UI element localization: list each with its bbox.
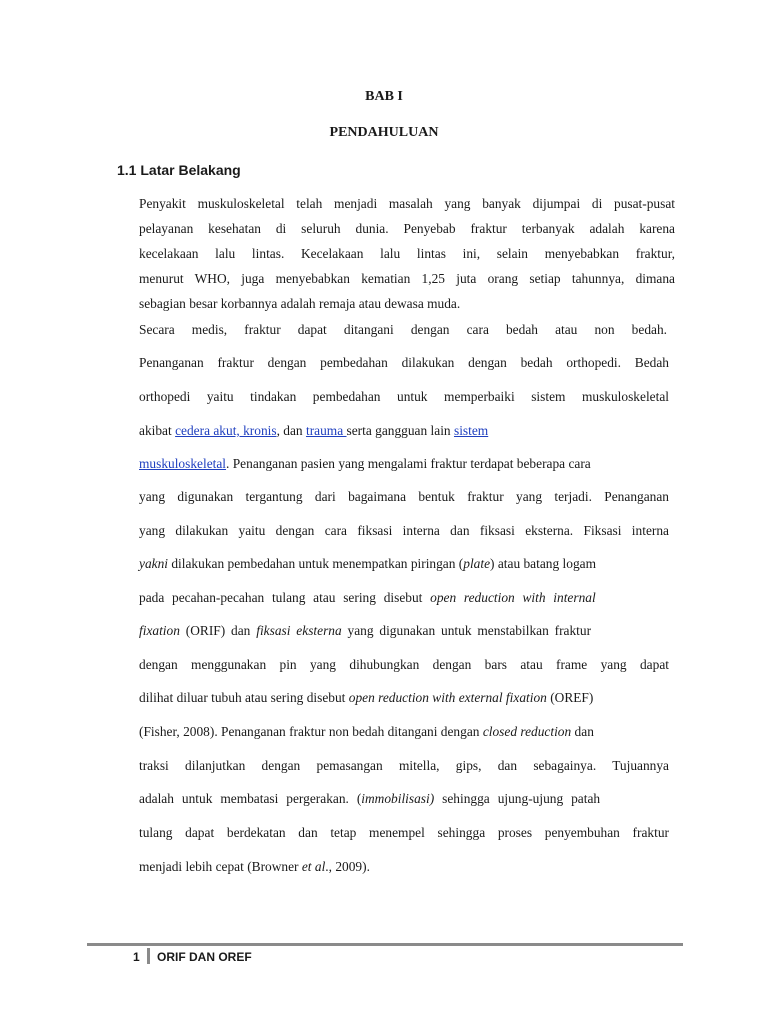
text-line: orthopedi yaitu tindakan pembedahan untuk memperbaiki sistem muskuloskeletal xyxy=(139,389,669,404)
text-run: (OREF) xyxy=(546,690,594,705)
text-line xyxy=(139,456,591,472)
text-line xyxy=(139,724,594,740)
section-heading: 1.1 Latar Belakang xyxy=(117,162,241,178)
text-line: tulang dapat berdekatan dan tetap menempel sehingga proses penyembuhan fraktur xyxy=(139,825,669,840)
text-line: Penanganan fraktur dengan pembedahan dilakukan dengan bedah orthopedi. Bedah xyxy=(139,355,669,370)
text-run: sehingga ujung-ujung patah xyxy=(434,791,601,806)
text-line xyxy=(139,859,370,875)
text-run: adalah untuk membatasi pergerakan. ( xyxy=(139,791,362,806)
italic-run: open reduction with external fixation xyxy=(348,690,547,705)
italic-run: yakni xyxy=(139,556,168,571)
text-run: (Fisher, 2008). Penanganan fraktur non bedah ditangani dengan xyxy=(139,724,483,739)
text-line xyxy=(139,556,596,572)
text-run: pada pecahan-pecahan tulang atau sering disebut xyxy=(139,590,431,605)
text-run: dilihat diluar tubuh atau sering disebut xyxy=(139,690,349,705)
text-line: sebagian besar korbannya adalah remaja atau dewasa muda. xyxy=(139,296,461,311)
chapter-number: BAB I xyxy=(365,89,403,104)
link-sistem[interactable]: sistem xyxy=(453,423,489,438)
text-run: ) atau batang logam xyxy=(490,556,596,571)
text-line: yang dilakukan yaitu dengan cara fiksasi interna dan fiksasi eksterna. Fiksasi interna xyxy=(139,523,669,538)
text-line: Secara medis, fraktur dapat ditangani dengan cara bedah atau non bedah. xyxy=(139,322,667,337)
text-line: yang digunakan tergantung dari bagaimana bentuk fraktur yang terjadi. Penanganan xyxy=(139,489,669,504)
italic-run: et al xyxy=(301,859,326,874)
italic-run: fiksasi eksterna xyxy=(256,623,342,638)
text-run: dan xyxy=(571,724,594,739)
italic-run: immobilisasi) xyxy=(361,791,435,806)
text-run: dilakukan pembedahan untuk menempatkan piringan ( xyxy=(168,556,464,571)
text-line: kecelakaan lalu lintas. Kecelakaan lalu lintas ini, selain menyebabkan fraktur, xyxy=(139,246,675,261)
link-muskuloskeletal[interactable]: muskuloskeletal xyxy=(139,456,227,471)
text-line xyxy=(139,590,596,606)
italic-run: open reduction with internal xyxy=(430,590,596,605)
text-line xyxy=(139,423,488,439)
italic-run: fixation xyxy=(139,623,180,638)
text-run: akibat xyxy=(139,423,176,438)
chapter-title: PENDAHULUAN xyxy=(329,125,439,140)
footer-rule xyxy=(87,943,683,946)
footer-separator xyxy=(147,948,150,964)
text-run: (ORIF) dan xyxy=(179,623,257,638)
text-run: menjadi lebih cepat (Browner xyxy=(139,859,302,874)
link-cedera-akut-kronis[interactable]: cedera akut, kronis xyxy=(175,423,277,438)
italic-run: plate xyxy=(463,556,491,571)
text-line xyxy=(139,791,600,807)
text-line: menurut WHO, juga menyebabkan kematian 1,25 juta orang setiap tahunnya, dimana xyxy=(139,271,675,286)
text-line: dengan menggunakan pin yang dihubungkan dengan bars atau frame yang dapat xyxy=(139,657,669,672)
text-line: traksi dilanjutkan dengan pemasangan mitella, gips, dan sebagainya. Tujuannya xyxy=(139,758,669,773)
page-number: 1 xyxy=(133,950,140,964)
text-run: ., 2009). xyxy=(325,859,370,874)
text-line: Penyakit muskuloskeletal telah menjadi masalah yang banyak dijumpai di pusat-pusat xyxy=(139,196,675,211)
text-line: pelayanan kesehatan di seluruh dunia. Penyebab fraktur terbanyak adalah karena xyxy=(139,221,675,236)
text-line xyxy=(139,623,591,639)
text-run: yang digunakan untuk menstabilkan fraktur xyxy=(341,623,592,638)
text-run: . Penanganan pasien yang mengalami fraktur terdapat beberapa cara xyxy=(226,456,591,471)
italic-run: closed reduction xyxy=(482,724,572,739)
text-run: serta gangguan lain xyxy=(346,423,454,438)
footer-title: ORIF DAN OREF xyxy=(157,950,252,964)
text-line xyxy=(139,690,593,706)
text-run: , dan xyxy=(276,423,306,438)
link-trauma[interactable]: trauma xyxy=(305,423,347,438)
